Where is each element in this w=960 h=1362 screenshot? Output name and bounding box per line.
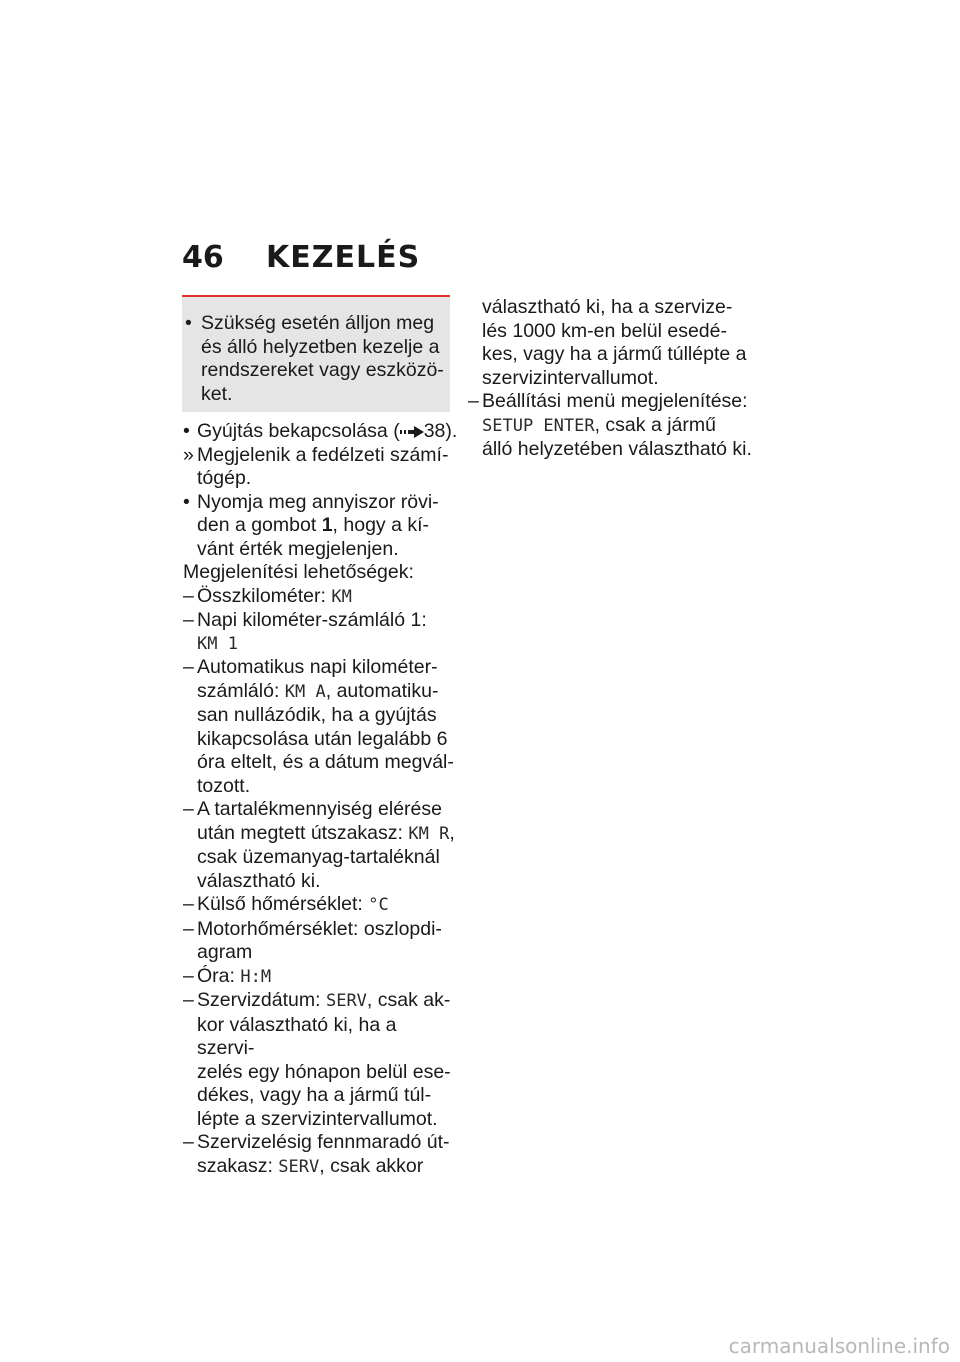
dash-icon: –	[183, 656, 194, 678]
dash-icon: –	[183, 917, 194, 940]
option-service-distance: – Szervizelésig fennmaradó út- szakasz: SERV, csak akkor	[183, 1131, 450, 1177]
step-ignition: • Gyújtás bekapcsolása ( 38).	[183, 420, 458, 442]
safety-note	[185, 312, 460, 406]
note-line: Szükség esetén álljon meg	[201, 312, 435, 334]
option-outside-temp: – Külső hőmérséklet: °C	[183, 893, 389, 915]
bullet-icon: •	[183, 420, 190, 442]
note-line: rendszereket vagy eszközö-	[201, 359, 444, 381]
option-clock: – Óra: H:M	[183, 964, 272, 987]
section-title: KEZELÉS	[266, 240, 421, 275]
service-distance-continued: választható ki, ha a szervize- lés 1000 km-en belül esedé- kes, vagy ha a jármű túllépte a szervizintervallumot.	[482, 296, 747, 389]
option-engine-temp: – Motorhőmérséklet: oszlopdi- agram	[183, 917, 442, 963]
display-code: SETUP ENTER	[482, 415, 595, 436]
dash-icon: –	[183, 798, 194, 820]
bullet-icon: •	[185, 312, 192, 334]
option-trip-1: – Napi kilométer-számláló 1: KM 1	[183, 609, 458, 656]
option-total-km: – Összkilométer: KM	[183, 584, 352, 607]
left-column	[183, 312, 458, 1179]
result-computer: » Megjelenik a fedélzeti számí- tógép.	[183, 443, 449, 489]
option-setup-menu: – Beállítási menü megjelenítése: SETUP ENTER, csak a jármű álló helyzetében választható ki.	[468, 390, 752, 460]
right-column	[468, 296, 758, 462]
arrow-right-icon	[400, 426, 424, 438]
page-reference[interactable]: 38	[423, 420, 446, 442]
dash-icon: –	[183, 1131, 194, 1153]
display-code: KM	[331, 586, 352, 607]
dash-icon: –	[183, 964, 194, 987]
option-reserve-distance: – A tartalékmennyiség elérése után megtett útszakasz: KM R, csak üzemanyag-tartaléknál választható ki.	[183, 798, 455, 892]
display-code: KM R	[408, 823, 450, 844]
display-code: °C	[368, 895, 389, 915]
result-icon: »	[183, 443, 194, 466]
dash-icon: –	[468, 390, 479, 412]
option-auto-trip: – Automatikus napi kilométer- számláló: KM A, automatiku- san nullázódik, ha a gyújtás kikapcsolása után legalább 6 óra eltelt, és a dátum megvál- tozott.	[183, 656, 454, 797]
button-number: 1	[321, 514, 333, 536]
dash-icon: –	[183, 989, 194, 1011]
step-press-button: • Nyomja meg annyiszor rövi- den a gombot 1, hogy a kí- vánt érték megjelenjen.	[183, 490, 439, 560]
dash-icon: –	[183, 584, 194, 607]
display-code: KM 1	[197, 633, 238, 654]
display-code: SERV	[278, 1156, 320, 1177]
dash-icon: –	[183, 609, 194, 631]
watermark: carmanualsonline.info	[728, 1334, 950, 1358]
note-line: és álló helyzetben kezelje a	[201, 335, 440, 358]
bullet-icon: •	[183, 490, 190, 513]
page-number: 46	[182, 240, 224, 275]
options-label: Megjelenítési lehetőségek:	[183, 561, 414, 583]
dash-icon: –	[183, 893, 194, 915]
display-code: KM A	[284, 681, 326, 702]
display-code: SERV	[325, 991, 367, 1011]
display-code: H:M	[240, 966, 272, 987]
note-line: ket.	[201, 382, 233, 405]
option-service-date: – Szervizdátum: SERV, csak ak- kor választható ki, ha a szervi- zelés egy hónapon belül ese- dékes, vagy ha a jármű túl- lépte a szervizintervallumot.	[183, 989, 451, 1130]
